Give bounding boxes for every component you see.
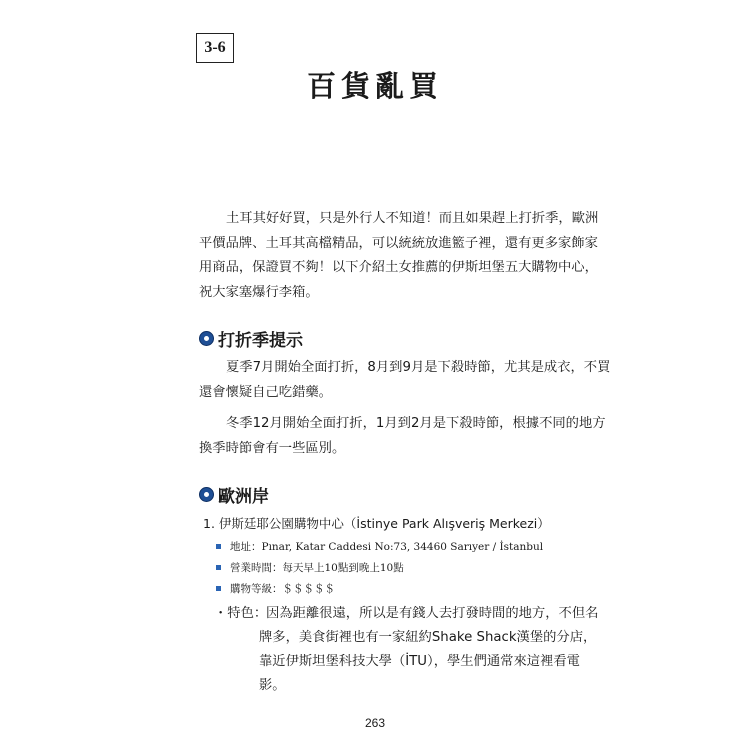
europe-section-heading-text: 歐洲岸 xyxy=(218,487,269,507)
summer-sale-paragraph xyxy=(199,355,611,405)
feature-label: ・特色： xyxy=(214,606,268,621)
sale-section-heading xyxy=(199,326,303,351)
square-bullet-icon xyxy=(216,586,221,591)
intro-line: 平價品牌、土耳其高檔精品，可以統統放進籃子裡，還有更多家飾家 xyxy=(199,235,598,251)
feature-line: 影。 xyxy=(259,678,286,693)
summer-sale-line: 夏季7月開始全面打折，8月到9月是下殺時節，尤其是成衣，不買 xyxy=(226,360,611,375)
store-address: 地址：Pınar, Katar Caddesi No:73, 34460 Sarıyer / İstanbul xyxy=(230,541,544,553)
store-hours-row xyxy=(216,560,404,575)
feature-line: 牌多，美食街裡也有一家紐約Shake Shack漢堡的分店， xyxy=(259,630,597,645)
store-feature xyxy=(214,602,598,698)
page-number: 263 xyxy=(364,716,386,730)
bullseye-icon xyxy=(199,331,214,346)
feature-line: 因為距離很遠，所以是有錢人去打發時間的地方，不但名 xyxy=(266,606,599,621)
europe-section-heading xyxy=(199,482,269,507)
store-price-row xyxy=(216,581,335,596)
summer-sale-line: 還會懷疑自己吃錯藥。 xyxy=(199,385,332,400)
store-address-row xyxy=(216,539,543,554)
square-bullet-icon xyxy=(216,565,221,570)
winter-sale-paragraph xyxy=(199,411,606,461)
winter-sale-line: 冬季12月開始全面打折，1月到2月是下殺時節，根據不同的地方 xyxy=(226,416,606,431)
intro-line: 用商品，保證買不夠！以下介紹土女推薦的伊斯坦堡五大購物中心， xyxy=(199,260,598,276)
store-hours: 營業時間：每天早上10點到晚上10點 xyxy=(230,562,404,574)
bullseye-icon xyxy=(199,487,214,502)
intro-paragraph xyxy=(199,207,599,305)
winter-sale-line: 換季時節會有一些區別。 xyxy=(199,441,346,456)
store-price-level: 購物等級：＄＄＄＄＄ xyxy=(230,583,335,595)
sale-section-heading-text: 打折季提示 xyxy=(218,331,303,351)
page-title: 百貨亂買 xyxy=(306,69,443,103)
chapter-number-box: 3-6 xyxy=(196,33,234,63)
intro-line: 土耳其好好買，只是外行人不知道！而且如果趕上打折季，歐洲 xyxy=(226,211,599,226)
store-title: 1. 伊斯廷耶公園購物中心（İstinye Park Alışveriş Merkezi） xyxy=(203,516,550,531)
intro-line: 祝大家塞爆行李箱。 xyxy=(199,284,319,300)
feature-line: 靠近伊斯坦堡科技大學（İTU），學生們通常來這裡看電 xyxy=(259,654,580,669)
square-bullet-icon xyxy=(216,544,221,549)
